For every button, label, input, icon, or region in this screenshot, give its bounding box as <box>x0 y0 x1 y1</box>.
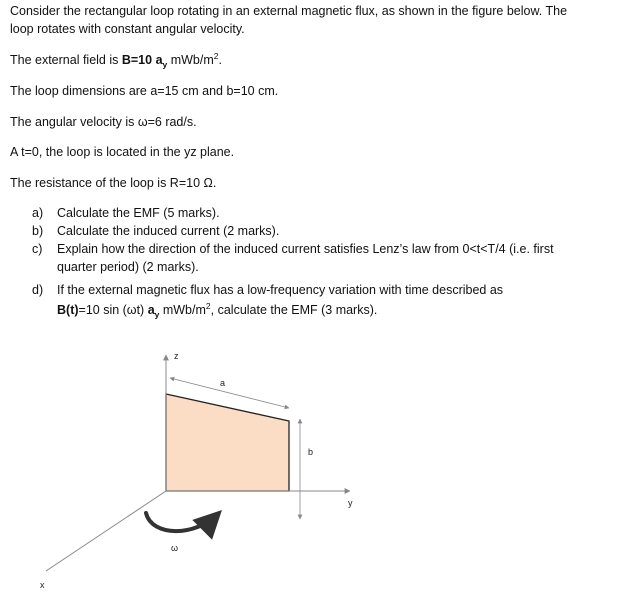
x-axis-label: x <box>40 580 45 590</box>
field-statement: The external field is B=10 $a_y$ mWb/$m^2$. <box>10 50 222 70</box>
question-c: c) Explain how the direction of the induced current satisfies Lenz’s law from 0<t<T/4 (i.e. first quarter period) (2 marks). <box>32 242 554 274</box>
b-label: b <box>308 447 314 457</box>
rectangular-loop <box>166 394 289 491</box>
a-label: a <box>220 378 226 388</box>
intro-line-1: Consider the rectangular loop rotating in an external magnetic flux, as shown in the figure below. The <box>10 4 568 18</box>
intro-line-2: loop rotates with constant angular velocity. <box>10 22 245 36</box>
question-d: d) If the external magnetic flux has a low-frequency variation with time described as B(t)=10 sin (ωt) $a_y$ mWb/$m^2$, calculate the EMF (3 marks). <box>32 283 504 320</box>
question-a: a) Calculate the EMF (5 marks). <box>32 206 220 220</box>
dimensions-statement: The loop dimensions are a=15 cm and b=10 cm. <box>10 84 279 98</box>
initial-position-statement: A t=0, the loop is located in the yz plane. <box>10 145 235 159</box>
angular-velocity-statement: The angular velocity is ω=6 rad/s. <box>10 115 197 129</box>
question-b: b) Calculate the induced current (2 marks). <box>32 224 280 238</box>
resistance-statement: The resistance of the loop is R=10 Ω. <box>10 176 217 190</box>
y-axis-label: y <box>348 498 353 508</box>
z-axis-label: z <box>174 351 179 361</box>
x-axis <box>46 491 166 571</box>
omega-label: ω <box>171 543 179 553</box>
rotation-arrow <box>146 513 218 531</box>
